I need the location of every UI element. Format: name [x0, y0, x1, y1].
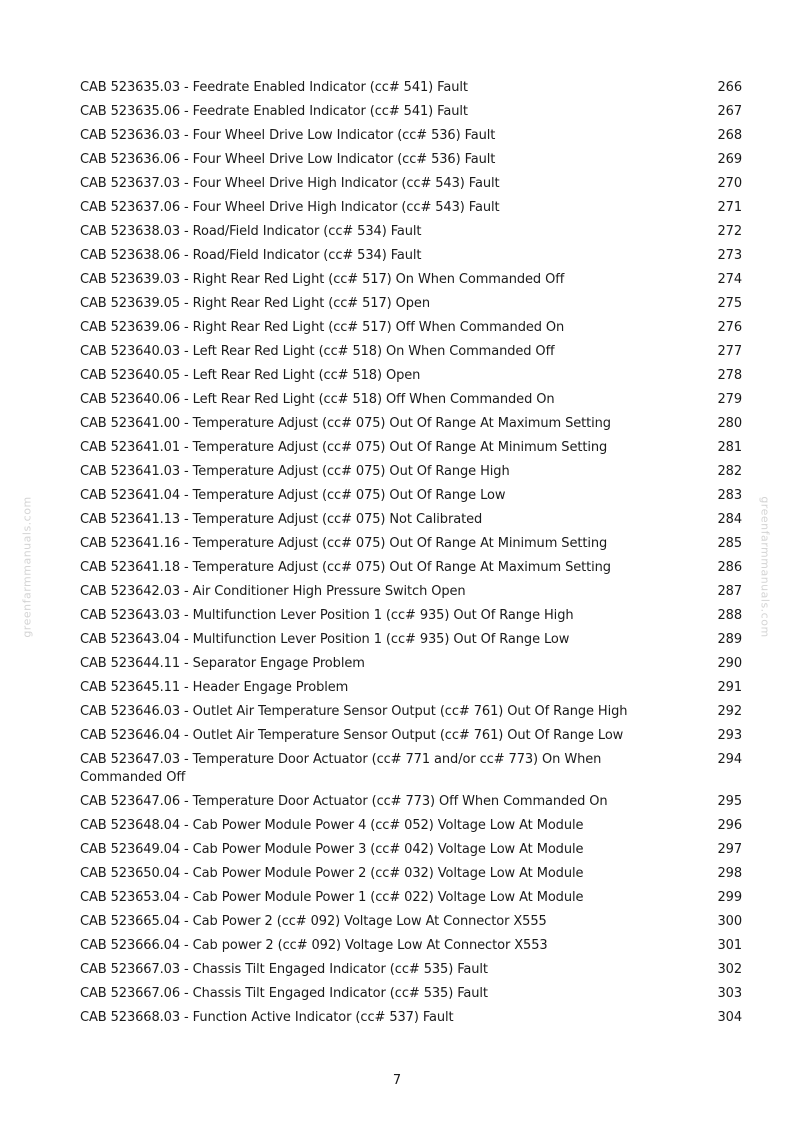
toc-entry-page: 290 — [717, 656, 742, 671]
toc-entry-title: CAB 523643.04 - Multifunction Lever Position 1 (cc# 935) Out Of Range Low — [80, 632, 570, 647]
toc-entry-page: 283 — [717, 488, 742, 503]
toc-entry[interactable] — [80, 604, 742, 628]
toc-entry[interactable] — [80, 958, 742, 982]
toc-entry-title: CAB 523642.03 - Air Conditioner High Pressure Switch Open — [80, 584, 466, 599]
toc-entry[interactable] — [80, 412, 742, 436]
toc-entry-page: 293 — [717, 728, 742, 743]
toc-entry-title: CAB 523641.04 - Temperature Adjust (cc# 075) Out Of Range Low — [80, 488, 506, 503]
toc-entry-page: 278 — [717, 368, 742, 383]
toc-entry-page: 272 — [717, 224, 742, 239]
toc-entry[interactable] — [80, 580, 742, 604]
toc-entry-page: 286 — [717, 560, 742, 575]
toc-entry-title: CAB 523650.04 - Cab Power Module Power 2 (cc# 032) Voltage Low At Module — [80, 866, 584, 881]
toc-entry-page: 268 — [717, 128, 742, 143]
toc-entry-page: 276 — [717, 320, 742, 335]
toc-entry[interactable] — [80, 934, 742, 958]
toc-entry[interactable] — [80, 724, 742, 748]
toc-entry-title: CAB 523643.03 - Multifunction Lever Position 1 (cc# 935) Out Of Range High — [80, 608, 574, 623]
toc-entry-page: 299 — [717, 890, 742, 905]
toc-entry-title: CAB 523641.00 - Temperature Adjust (cc# 075) Out Of Range At Maximum Setting — [80, 416, 611, 431]
toc-entry-page: 271 — [717, 200, 742, 215]
toc-entry-page: 297 — [717, 842, 742, 857]
toc-entry-page: 270 — [717, 176, 742, 191]
toc-entry[interactable] — [80, 148, 742, 172]
toc-entry-page: 282 — [717, 464, 742, 479]
toc-entry[interactable] — [80, 316, 742, 340]
toc-entry-page: 269 — [717, 152, 742, 167]
toc-entry[interactable] — [80, 508, 742, 532]
toc-entry-title: CAB 523636.03 - Four Wheel Drive Low Indicator (cc# 536) Fault — [80, 128, 496, 143]
toc-entry-page: 300 — [717, 914, 742, 929]
toc-entry-title: CAB 523635.03 - Feedrate Enabled Indicator (cc# 541) Fault — [80, 80, 468, 95]
toc-entry-title: CAB 523637.06 - Four Wheel Drive High Indicator (cc# 543) Fault — [80, 200, 500, 215]
toc-entry-title: CAB 523665.04 - Cab Power 2 (cc# 092) Voltage Low At Connector X555 — [80, 914, 547, 929]
toc-entry-page: 266 — [717, 80, 742, 95]
toc-entry[interactable] — [80, 124, 742, 148]
toc-entry[interactable] — [80, 814, 742, 838]
toc-entry-page: 303 — [717, 986, 742, 1001]
toc-entry-title: CAB 523640.05 - Left Rear Red Light (cc# 518) Open — [80, 368, 421, 383]
toc-entry[interactable] — [80, 76, 742, 100]
toc-entry-title: CAB 523645.11 - Header Engage Problem — [80, 680, 349, 695]
toc-entry-title: CAB 523644.11 - Separator Engage Problem — [80, 656, 365, 671]
toc-entry[interactable] — [80, 364, 742, 388]
toc-entry[interactable] — [80, 484, 742, 508]
toc-entry-title: CAB 523638.03 - Road/Field Indicator (cc# 534) Fault — [80, 224, 422, 239]
toc-entry-page: 275 — [717, 296, 742, 311]
toc-entry-page: 295 — [717, 794, 742, 809]
toc-entry-title: CAB 523646.04 - Outlet Air Temperature Sensor Output (cc# 761) Out Of Range Low — [80, 728, 624, 743]
toc-entry-title: CAB 523640.03 - Left Rear Red Light (cc# 518) On When Commanded Off — [80, 344, 555, 359]
toc-entry[interactable] — [80, 172, 742, 196]
toc-entry-page: 279 — [717, 392, 742, 407]
toc-entry[interactable] — [80, 460, 742, 484]
toc-entry-title: CAB 523646.03 - Outlet Air Temperature Sensor Output (cc# 761) Out Of Range High — [80, 704, 628, 719]
toc-entry[interactable] — [80, 436, 742, 460]
toc-entry-page: 277 — [717, 344, 742, 359]
watermark-left: greenfarmmanuals.com — [20, 496, 34, 638]
toc-entry-title: CAB 523635.06 - Feedrate Enabled Indicator (cc# 541) Fault — [80, 104, 468, 119]
toc-entry[interactable] — [80, 862, 742, 886]
toc-entry-page: 298 — [717, 866, 742, 881]
toc-entry-page: 267 — [717, 104, 742, 119]
toc-entry[interactable] — [80, 532, 742, 556]
toc-entry[interactable] — [80, 910, 742, 934]
toc-entry[interactable] — [80, 556, 742, 580]
toc-entry[interactable] — [80, 292, 742, 316]
toc-entry[interactable] — [80, 628, 742, 652]
toc-entry[interactable] — [80, 886, 742, 910]
toc-entry-title: CAB 523647.06 - Temperature Door Actuator (cc# 773) Off When Commanded On — [80, 794, 608, 809]
toc-entry-title: CAB 523641.18 - Temperature Adjust (cc# 075) Out Of Range At Maximum Setting — [80, 560, 611, 575]
toc-entry-page: 285 — [717, 536, 742, 551]
toc-entry-title: CAB 523636.06 - Four Wheel Drive Low Indicator (cc# 536) Fault — [80, 152, 496, 167]
toc-entry-title: CAB 523653.04 - Cab Power Module Power 1 (cc# 022) Voltage Low At Module — [80, 890, 584, 905]
toc-entry[interactable] — [80, 790, 742, 814]
toc-entry-page: 288 — [717, 608, 742, 623]
toc-entry-title: CAB 523668.03 - Function Active Indicator (cc# 537) Fault — [80, 1010, 454, 1025]
toc-entry[interactable] — [80, 700, 742, 724]
toc-entry-title: CAB 523637.03 - Four Wheel Drive High Indicator (cc# 543) Fault — [80, 176, 500, 191]
toc-entry-title: CAB 523667.06 - Chassis Tilt Engaged Indicator (cc# 535) Fault — [80, 986, 488, 1001]
toc-entry-page: 289 — [717, 632, 742, 647]
toc-entry[interactable] — [80, 388, 742, 412]
toc-entry[interactable] — [80, 268, 742, 292]
toc-entry[interactable] — [80, 196, 742, 220]
toc-entry-page: 291 — [717, 680, 742, 695]
toc-entry[interactable] — [80, 982, 742, 1006]
toc-entry-title: CAB 523649.04 - Cab Power Module Power 3 (cc# 042) Voltage Low At Module — [80, 842, 584, 857]
toc-entry-page: 296 — [717, 818, 742, 833]
toc-entry[interactable] — [80, 652, 742, 676]
toc-entry[interactable] — [80, 100, 742, 124]
table-of-contents — [80, 76, 742, 1030]
toc-entry-page: 274 — [717, 272, 742, 287]
toc-entry-title: CAB 523647.03 - Temperature Door Actuator (cc# 771 and/or cc# 773) On When Commanded Off — [80, 752, 602, 785]
toc-entry-title: CAB 523641.03 - Temperature Adjust (cc# 075) Out Of Range High — [80, 464, 510, 479]
toc-entry-title: CAB 523640.06 - Left Rear Red Light (cc# 518) Off When Commanded On — [80, 392, 555, 407]
toc-entry-page: 280 — [717, 416, 742, 431]
toc-entry[interactable] — [80, 838, 742, 862]
toc-entry[interactable] — [80, 1006, 742, 1030]
toc-entry-page: 304 — [717, 1010, 742, 1025]
toc-entry[interactable] — [80, 244, 742, 268]
toc-entry-page: 294 — [717, 752, 742, 767]
toc-entry-title: CAB 523639.05 - Right Rear Red Light (cc# 517) Open — [80, 296, 430, 311]
toc-entry-page: 281 — [717, 440, 742, 455]
toc-entry-page: 287 — [717, 584, 742, 599]
toc-entry-page: 284 — [717, 512, 742, 527]
toc-entry[interactable] — [80, 748, 742, 790]
toc-entry-page: 273 — [717, 248, 742, 263]
toc-entry-title: CAB 523648.04 - Cab Power Module Power 4 (cc# 052) Voltage Low At Module — [80, 818, 584, 833]
toc-entry[interactable] — [80, 220, 742, 244]
toc-entry-title: CAB 523639.03 - Right Rear Red Light (cc# 517) On When Commanded Off — [80, 272, 565, 287]
toc-entry[interactable] — [80, 340, 742, 364]
toc-entry-page: 292 — [717, 704, 742, 719]
toc-entry-page: 302 — [717, 962, 742, 977]
toc-entry-title: CAB 523641.01 - Temperature Adjust (cc# 075) Out Of Range At Minimum Setting — [80, 440, 608, 455]
toc-entry-title: CAB 523641.13 - Temperature Adjust (cc# 075) Not Calibrated — [80, 512, 483, 527]
toc-entry-title: CAB 523666.04 - Cab power 2 (cc# 092) Voltage Low At Connector X553 — [80, 938, 548, 953]
toc-entry-title: CAB 523667.03 - Chassis Tilt Engaged Indicator (cc# 535) Fault — [80, 962, 488, 977]
toc-entry-page: 301 — [717, 938, 742, 953]
toc-entry-title: CAB 523638.06 - Road/Field Indicator (cc# 534) Fault — [80, 248, 422, 263]
page-number: 7 — [392, 1073, 402, 1088]
toc-entry-title: CAB 523641.16 - Temperature Adjust (cc# 075) Out Of Range At Minimum Setting — [80, 536, 608, 551]
toc-entry[interactable] — [80, 676, 742, 700]
toc-entry-title: CAB 523639.06 - Right Rear Red Light (cc# 517) Off When Commanded On — [80, 320, 565, 335]
watermark-right: greenfarmmanuals.com — [758, 496, 772, 638]
